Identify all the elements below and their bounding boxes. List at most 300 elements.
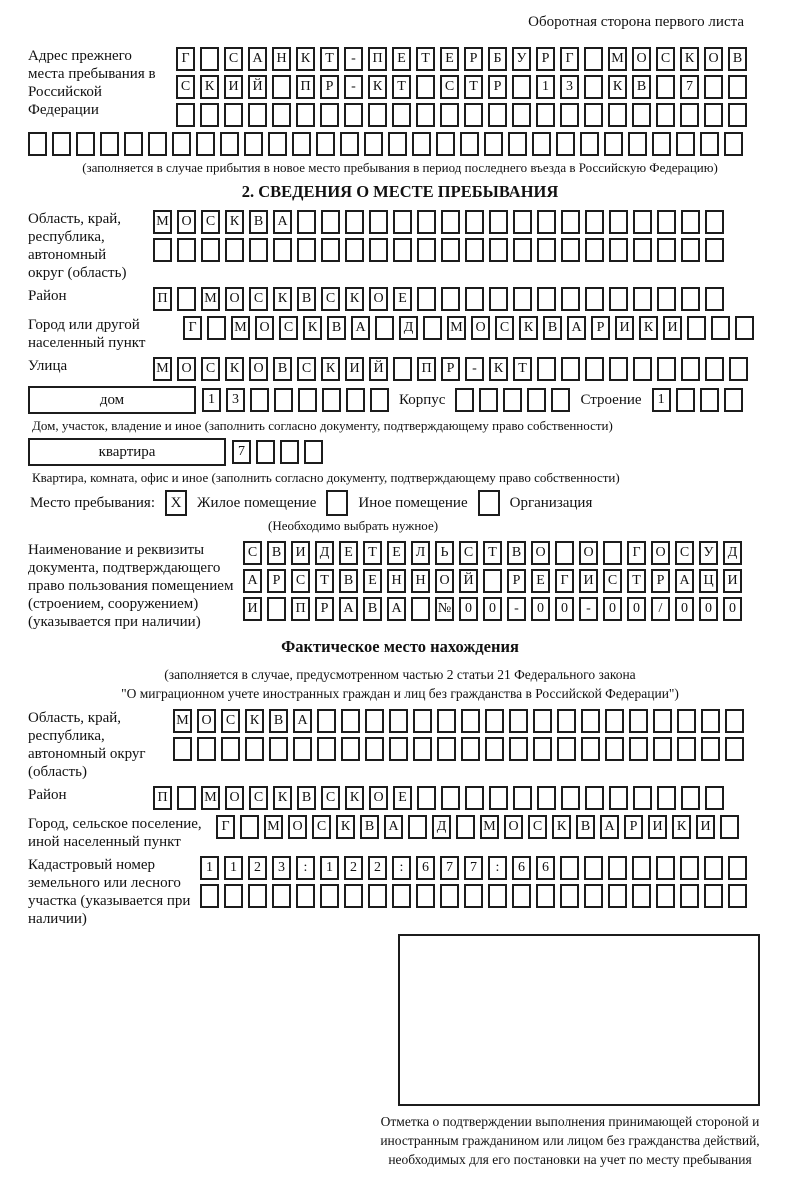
char-box[interactable] (536, 103, 555, 127)
char-box[interactable] (100, 132, 119, 156)
char-box[interactable]: 1 (536, 75, 555, 99)
char-box[interactable]: К (296, 47, 315, 71)
char-box[interactable] (512, 103, 531, 127)
char-box[interactable]: В (297, 786, 316, 810)
char-box[interactable] (340, 132, 359, 156)
char-box[interactable] (629, 709, 648, 733)
char-box[interactable] (728, 103, 747, 127)
char-box[interactable] (704, 103, 723, 127)
char-box[interactable]: И (663, 316, 682, 340)
char-box[interactable]: В (507, 541, 526, 565)
char-box[interactable] (584, 75, 603, 99)
char-box[interactable]: : (296, 856, 315, 880)
char-box[interactable]: 7 (464, 856, 483, 880)
char-box[interactable]: В (249, 210, 268, 234)
char-box[interactable] (532, 132, 551, 156)
char-box[interactable]: В (339, 569, 358, 593)
char-box[interactable] (460, 132, 479, 156)
char-box[interactable]: У (512, 47, 531, 71)
char-box[interactable] (705, 210, 724, 234)
char-box[interactable] (368, 103, 387, 127)
char-box[interactable]: Р (624, 815, 643, 839)
char-box[interactable]: 2 (368, 856, 387, 880)
char-box[interactable]: Е (363, 569, 382, 593)
char-box[interactable]: С (603, 569, 622, 593)
char-box[interactable]: В (269, 709, 288, 733)
char-box[interactable]: 0 (627, 597, 646, 621)
char-box[interactable]: Д (315, 541, 334, 565)
char-box[interactable] (632, 103, 651, 127)
char-box[interactable] (273, 238, 292, 262)
char-box[interactable]: К (303, 316, 322, 340)
char-box[interactable]: Т (483, 541, 502, 565)
char-box[interactable] (585, 238, 604, 262)
char-box[interactable] (148, 132, 167, 156)
char-box[interactable]: Д (723, 541, 742, 565)
char-box[interactable]: И (345, 357, 364, 381)
char-box[interactable]: 0 (531, 597, 550, 621)
char-box[interactable]: К (368, 75, 387, 99)
char-box[interactable] (224, 103, 243, 127)
char-box[interactable] (681, 786, 700, 810)
char-box[interactable]: О (651, 541, 670, 565)
char-box[interactable]: С (249, 287, 268, 311)
char-box[interactable] (177, 786, 196, 810)
char-box[interactable] (250, 388, 269, 412)
char-box[interactable] (369, 238, 388, 262)
char-box[interactable]: О (579, 541, 598, 565)
char-box[interactable]: А (600, 815, 619, 839)
char-box[interactable] (345, 238, 364, 262)
char-box[interactable]: 2 (248, 856, 267, 880)
char-box[interactable] (274, 388, 293, 412)
char-box[interactable]: К (680, 47, 699, 71)
char-box[interactable] (512, 75, 531, 99)
char-box[interactable] (416, 75, 435, 99)
char-box[interactable]: Г (216, 815, 235, 839)
char-box[interactable] (555, 541, 574, 565)
char-box[interactable] (652, 132, 671, 156)
char-box[interactable]: М (608, 47, 627, 71)
char-box[interactable]: 0 (675, 597, 694, 621)
char-box[interactable] (704, 856, 723, 880)
char-box[interactable] (628, 132, 647, 156)
char-box[interactable] (272, 884, 291, 908)
char-box[interactable] (603, 541, 622, 565)
char-box[interactable] (585, 287, 604, 311)
char-box[interactable] (173, 737, 192, 761)
char-box[interactable]: А (384, 815, 403, 839)
char-box[interactable]: П (417, 357, 436, 381)
char-box[interactable]: Р (464, 47, 483, 71)
char-box[interactable] (344, 884, 363, 908)
char-box[interactable]: К (200, 75, 219, 99)
char-box[interactable]: О (197, 709, 216, 733)
char-box[interactable] (581, 737, 600, 761)
char-box[interactable] (320, 103, 339, 127)
char-box[interactable] (244, 132, 263, 156)
char-box[interactable] (489, 287, 508, 311)
char-box[interactable] (556, 132, 575, 156)
char-box[interactable]: М (447, 316, 466, 340)
char-box[interactable]: 1 (320, 856, 339, 880)
char-box[interactable] (533, 709, 552, 733)
char-box[interactable] (513, 287, 532, 311)
char-box[interactable]: О (471, 316, 490, 340)
char-box[interactable] (297, 210, 316, 234)
char-box[interactable] (609, 357, 628, 381)
char-box[interactable] (724, 132, 743, 156)
char-box[interactable] (584, 884, 603, 908)
char-box[interactable] (389, 709, 408, 733)
char-box[interactable] (417, 786, 436, 810)
char-box[interactable] (248, 103, 267, 127)
char-box[interactable] (489, 786, 508, 810)
char-box[interactable] (341, 709, 360, 733)
char-box[interactable]: Р (315, 597, 334, 621)
char-box[interactable]: М (201, 786, 220, 810)
char-box[interactable]: С (321, 287, 340, 311)
char-box[interactable] (677, 737, 696, 761)
char-box[interactable] (298, 388, 317, 412)
char-box[interactable]: С (459, 541, 478, 565)
char-box[interactable] (440, 884, 459, 908)
char-box[interactable] (585, 357, 604, 381)
char-box[interactable]: И (291, 541, 310, 565)
char-box[interactable] (509, 737, 528, 761)
char-box[interactable] (256, 440, 275, 464)
char-box[interactable] (317, 709, 336, 733)
char-box[interactable] (680, 103, 699, 127)
char-box[interactable]: Р (441, 357, 460, 381)
char-box[interactable]: А (273, 210, 292, 234)
char-box[interactable]: К (345, 786, 364, 810)
char-box[interactable]: Й (369, 357, 388, 381)
char-box[interactable] (605, 737, 624, 761)
char-box[interactable]: С (201, 210, 220, 234)
char-box[interactable] (561, 786, 580, 810)
char-box[interactable]: М (480, 815, 499, 839)
char-box[interactable]: 1 (200, 856, 219, 880)
char-box[interactable] (537, 210, 556, 234)
char-box[interactable] (705, 786, 724, 810)
char-box[interactable]: Р (591, 316, 610, 340)
char-box[interactable] (320, 884, 339, 908)
char-box[interactable] (200, 884, 219, 908)
char-box[interactable]: В (327, 316, 346, 340)
char-box[interactable]: К (345, 287, 364, 311)
char-box[interactable] (527, 388, 546, 412)
char-box[interactable] (197, 737, 216, 761)
char-box[interactable]: С (675, 541, 694, 565)
char-box[interactable]: И (224, 75, 243, 99)
char-box[interactable] (200, 103, 219, 127)
char-box[interactable] (705, 357, 724, 381)
char-box[interactable] (701, 737, 720, 761)
char-box[interactable]: В (363, 597, 382, 621)
char-box[interactable] (304, 440, 323, 464)
char-box[interactable]: 1 (202, 388, 221, 412)
char-box[interactable]: Г (627, 541, 646, 565)
char-box[interactable] (341, 737, 360, 761)
char-box[interactable] (533, 737, 552, 761)
char-box[interactable]: И (696, 815, 715, 839)
char-box[interactable] (249, 238, 268, 262)
char-box[interactable] (560, 856, 579, 880)
char-box[interactable] (557, 709, 576, 733)
char-box[interactable] (537, 238, 556, 262)
char-box[interactable] (537, 786, 556, 810)
char-box[interactable] (124, 132, 143, 156)
char-box[interactable]: А (387, 597, 406, 621)
char-box[interactable] (609, 786, 628, 810)
char-box[interactable]: Ь (435, 541, 454, 565)
char-box[interactable]: К (225, 357, 244, 381)
char-box[interactable] (393, 210, 412, 234)
char-box[interactable] (561, 357, 580, 381)
char-box[interactable]: Б (488, 47, 507, 71)
char-box[interactable]: Е (392, 47, 411, 71)
char-box[interactable] (296, 884, 315, 908)
char-box[interactable]: Т (315, 569, 334, 593)
char-box[interactable]: О (504, 815, 523, 839)
char-box[interactable] (392, 103, 411, 127)
char-box[interactable] (700, 388, 719, 412)
char-box[interactable]: К (245, 709, 264, 733)
char-box[interactable]: Р (320, 75, 339, 99)
char-box[interactable]: О (249, 357, 268, 381)
char-box[interactable] (413, 709, 432, 733)
char-box[interactable] (200, 47, 219, 71)
char-box[interactable] (513, 238, 532, 262)
char-box[interactable] (245, 737, 264, 761)
char-box[interactable] (437, 709, 456, 733)
char-box[interactable] (680, 856, 699, 880)
char-box[interactable]: С (176, 75, 195, 99)
char-box[interactable] (272, 75, 291, 99)
char-box[interactable]: В (543, 316, 562, 340)
char-box[interactable]: К (672, 815, 691, 839)
char-box[interactable]: А (351, 316, 370, 340)
char-box[interactable] (509, 709, 528, 733)
char-box[interactable] (657, 238, 676, 262)
char-box[interactable]: В (267, 541, 286, 565)
char-box[interactable] (465, 210, 484, 234)
char-box[interactable] (735, 316, 754, 340)
char-box[interactable] (224, 884, 243, 908)
char-box[interactable]: В (273, 357, 292, 381)
char-box[interactable] (207, 316, 226, 340)
char-box[interactable] (413, 737, 432, 761)
char-box[interactable] (268, 132, 287, 156)
char-box[interactable] (316, 132, 335, 156)
char-box[interactable] (412, 132, 431, 156)
char-box[interactable] (584, 103, 603, 127)
char-box[interactable]: С (221, 709, 240, 733)
char-box[interactable]: О (704, 47, 723, 71)
char-box[interactable] (201, 238, 220, 262)
char-box[interactable]: Р (488, 75, 507, 99)
char-box[interactable] (436, 132, 455, 156)
char-box[interactable]: : (488, 856, 507, 880)
char-box[interactable] (464, 884, 483, 908)
char-box[interactable]: О (255, 316, 274, 340)
char-box[interactable] (375, 316, 394, 340)
char-box[interactable] (560, 103, 579, 127)
stay-option-residential-checkbox[interactable]: X (165, 490, 187, 516)
char-box[interactable]: П (368, 47, 387, 71)
char-box[interactable] (656, 75, 675, 99)
stay-option-other-checkbox[interactable] (326, 490, 348, 516)
char-box[interactable]: Н (387, 569, 406, 593)
char-box[interactable]: М (231, 316, 250, 340)
char-box[interactable]: С (321, 786, 340, 810)
char-box[interactable] (537, 287, 556, 311)
char-box[interactable]: - (344, 75, 363, 99)
char-box[interactable] (441, 238, 460, 262)
char-box[interactable]: Г (176, 47, 195, 71)
char-box[interactable] (633, 210, 652, 234)
char-box[interactable] (700, 132, 719, 156)
char-box[interactable]: 0 (603, 597, 622, 621)
house-type-box[interactable]: дом (28, 386, 196, 414)
char-box[interactable] (701, 709, 720, 733)
char-box[interactable]: И (579, 569, 598, 593)
char-box[interactable]: О (225, 786, 244, 810)
char-box[interactable] (344, 103, 363, 127)
char-box[interactable]: В (632, 75, 651, 99)
char-box[interactable] (681, 238, 700, 262)
char-box[interactable]: А (567, 316, 586, 340)
char-box[interactable]: - (465, 357, 484, 381)
char-box[interactable]: В (576, 815, 595, 839)
char-box[interactable] (465, 238, 484, 262)
char-box[interactable] (293, 737, 312, 761)
char-box[interactable] (585, 210, 604, 234)
char-box[interactable] (584, 47, 603, 71)
char-box[interactable]: 0 (483, 597, 502, 621)
char-box[interactable] (196, 132, 215, 156)
char-box[interactable]: Т (464, 75, 483, 99)
char-box[interactable]: О (435, 569, 454, 593)
char-box[interactable] (557, 737, 576, 761)
char-box[interactable]: Д (432, 815, 451, 839)
char-box[interactable]: 0 (699, 597, 718, 621)
char-box[interactable] (633, 357, 652, 381)
char-box[interactable] (484, 132, 503, 156)
char-box[interactable]: В (728, 47, 747, 71)
char-box[interactable]: 6 (536, 856, 555, 880)
char-box[interactable] (455, 388, 474, 412)
char-box[interactable]: П (153, 786, 172, 810)
char-box[interactable]: И (723, 569, 742, 593)
char-box[interactable] (176, 103, 195, 127)
char-box[interactable]: С (656, 47, 675, 71)
char-box[interactable] (365, 709, 384, 733)
char-box[interactable]: О (369, 786, 388, 810)
char-box[interactable]: 6 (512, 856, 531, 880)
char-box[interactable]: Й (459, 569, 478, 593)
char-box[interactable]: С (201, 357, 220, 381)
char-box[interactable] (296, 103, 315, 127)
char-box[interactable]: № (435, 597, 454, 621)
char-box[interactable]: И (243, 597, 262, 621)
char-box[interactable] (280, 440, 299, 464)
char-box[interactable] (346, 388, 365, 412)
char-box[interactable]: 1 (224, 856, 243, 880)
char-box[interactable]: 1 (652, 388, 671, 412)
char-box[interactable]: М (153, 357, 172, 381)
char-box[interactable]: С (243, 541, 262, 565)
char-box[interactable] (441, 287, 460, 311)
char-box[interactable] (512, 884, 531, 908)
char-box[interactable]: 3 (560, 75, 579, 99)
char-box[interactable] (604, 132, 623, 156)
char-box[interactable] (297, 238, 316, 262)
char-box[interactable]: 7 (232, 440, 251, 464)
char-box[interactable] (725, 737, 744, 761)
char-box[interactable]: 0 (555, 597, 574, 621)
char-box[interactable]: 0 (459, 597, 478, 621)
char-box[interactable]: 7 (680, 75, 699, 99)
char-box[interactable] (485, 737, 504, 761)
char-box[interactable] (503, 388, 522, 412)
char-box[interactable]: Е (393, 786, 412, 810)
char-box[interactable] (653, 737, 672, 761)
char-box[interactable]: С (440, 75, 459, 99)
char-box[interactable]: 3 (226, 388, 245, 412)
char-box[interactable]: Г (555, 569, 574, 593)
char-box[interactable] (317, 737, 336, 761)
char-box[interactable] (657, 210, 676, 234)
char-box[interactable] (479, 388, 498, 412)
char-box[interactable]: Р (651, 569, 670, 593)
char-box[interactable] (581, 709, 600, 733)
char-box[interactable] (437, 737, 456, 761)
char-box[interactable]: М (153, 210, 172, 234)
char-box[interactable]: В (360, 815, 379, 839)
char-box[interactable] (676, 388, 695, 412)
char-box[interactable]: Н (272, 47, 291, 71)
char-box[interactable] (656, 856, 675, 880)
char-box[interactable] (416, 103, 435, 127)
char-box[interactable]: Л (411, 541, 430, 565)
char-box[interactable]: М (173, 709, 192, 733)
char-box[interactable]: К (225, 210, 244, 234)
char-box[interactable] (321, 238, 340, 262)
char-box[interactable] (609, 287, 628, 311)
char-box[interactable]: А (243, 569, 262, 593)
char-box[interactable]: И (615, 316, 634, 340)
char-box[interactable] (388, 132, 407, 156)
char-box[interactable] (551, 388, 570, 412)
char-box[interactable]: К (273, 786, 292, 810)
char-box[interactable] (28, 132, 47, 156)
char-box[interactable] (177, 287, 196, 311)
char-box[interactable] (393, 238, 412, 262)
char-box[interactable] (345, 210, 364, 234)
char-box[interactable]: А (293, 709, 312, 733)
char-box[interactable]: - (507, 597, 526, 621)
char-box[interactable]: - (344, 47, 363, 71)
char-box[interactable] (585, 786, 604, 810)
char-box[interactable] (656, 884, 675, 908)
char-box[interactable] (561, 210, 580, 234)
char-box[interactable] (629, 737, 648, 761)
char-box[interactable]: Д (399, 316, 418, 340)
char-box[interactable] (269, 737, 288, 761)
char-box[interactable] (657, 287, 676, 311)
